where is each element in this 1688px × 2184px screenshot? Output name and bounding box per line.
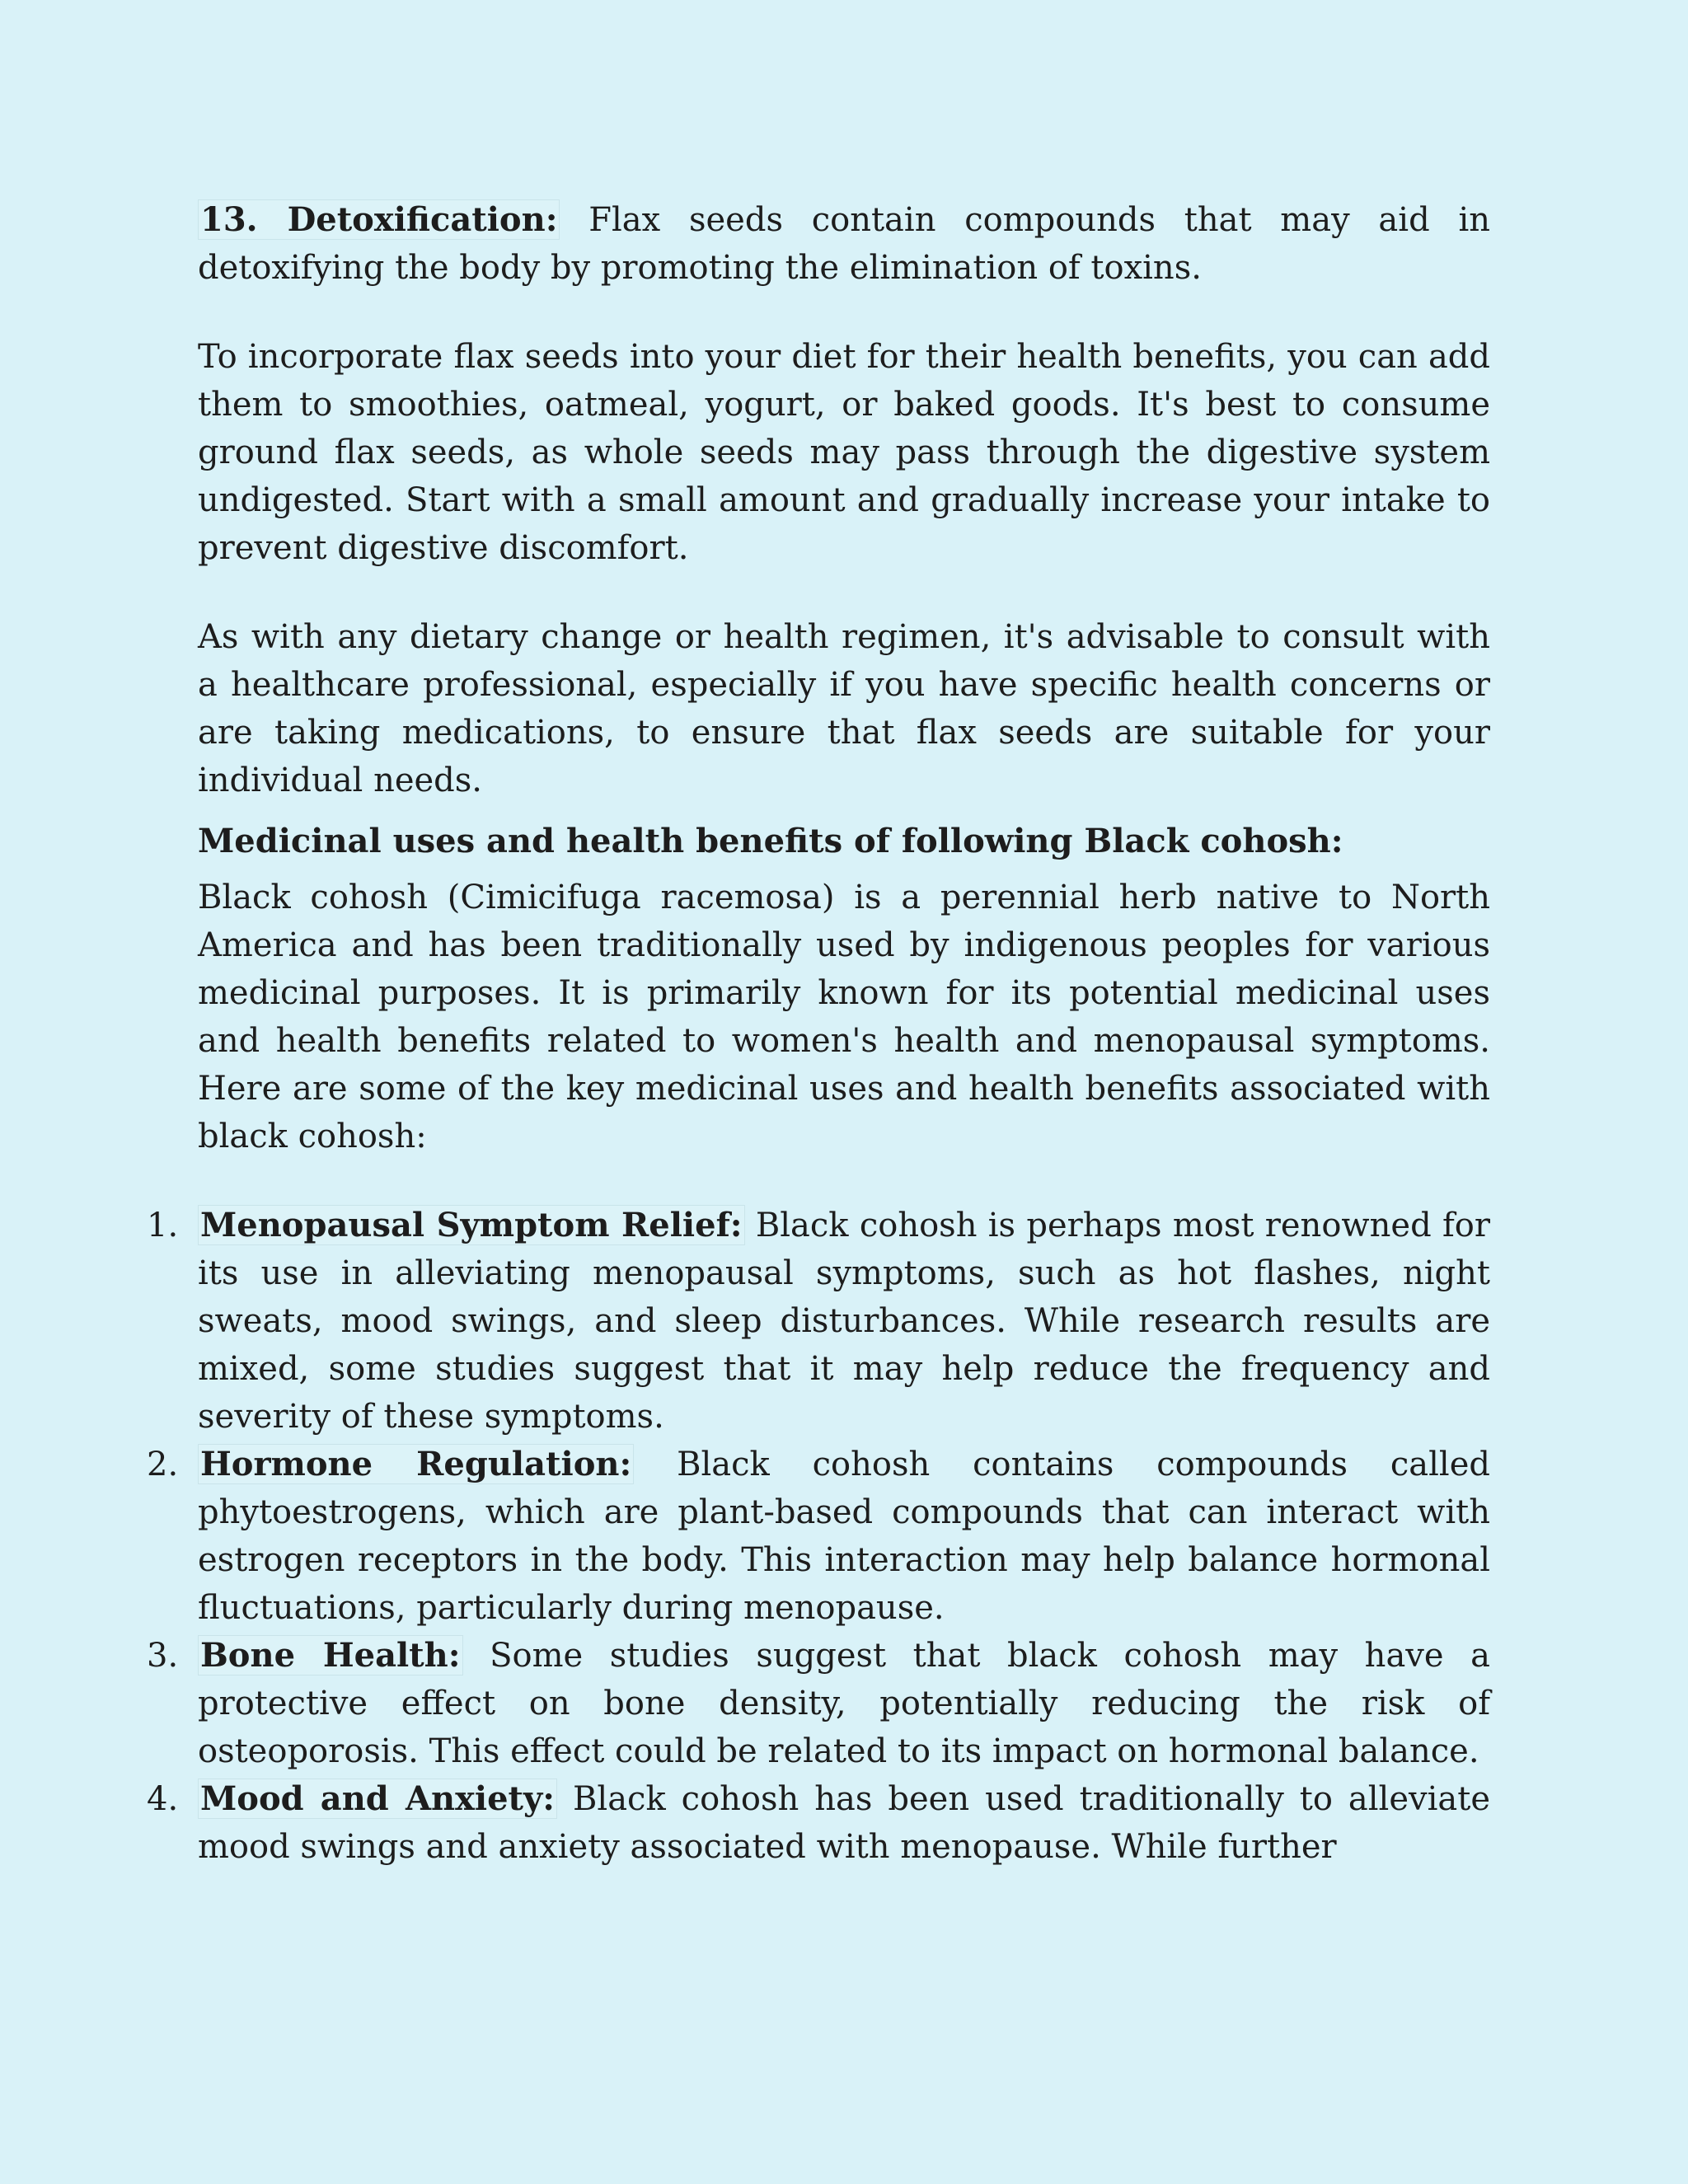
- list-item: [147, 1441, 1490, 1632]
- list-item-text: Black cohosh has been used traditionally to alleviate mood swings and anxiety associated with menopause. While further: [198, 1780, 1490, 1866]
- document-page: [147, 196, 1491, 1871]
- cohosh-heading: Medicinal uses and health benefits of following Black cohosh:: [198, 822, 1343, 860]
- item-13-label: 13. Detoxification:: [198, 199, 560, 240]
- cohosh-intro-paragraph: Black cohosh (Cimicifuga racemosa) is a perennial herb native to North America and has been traditionally used by indigenous peoples for various medicinal purposes. It is primarily known for its potential medicinal uses and health benefits related to women's health and menopausal symptoms. Here are some of the key medicinal uses and health benefits associated with black cohosh:: [198, 879, 1490, 1155]
- cohosh-benefits-list: [147, 1202, 1490, 1871]
- list-item-number: 2.: [147, 1446, 179, 1483]
- flax-advice-paragraph: As with any dietary change or health regimen, it's advisable to consult with a healthcare professional, especially if you have specific health concerns or are taking medications, to ensure that flax seeds are suitable for your individual needs.: [198, 618, 1490, 799]
- flax-item-13: [198, 196, 1490, 292]
- list-item-number: 4.: [147, 1780, 179, 1818]
- item-13-text: Flax seeds contain compounds that may aid in detoxifying the body by promoting the elimination of toxins.: [198, 201, 1491, 287]
- list-item-label: Menopausal Symptom Relief:: [198, 1205, 745, 1245]
- list-item-number: 1.: [147, 1207, 179, 1244]
- list-item-label: Hormone Regulation:: [198, 1444, 634, 1484]
- flax-incorporate-paragraph: To incorporate flax seeds into your diet for their health benefits, you can add them to smoothies, oatmeal, yogurt, or baked goods. It's best to consume ground flax seeds, as whole seeds may pass through the digestive system undigested. Start with a small amount and gradually increase your intake to prevent digestive discomfort.: [198, 338, 1490, 567]
- list-item: [147, 1202, 1490, 1441]
- list-item-text: Black cohosh is perhaps most renowned for its use in alleviating menopausal symptoms, such as hot flashes, night sweats, mood swings, and sleep disturbances. While research results are mixed, some studies suggest that it may help reduce the frequency and severity of these symptoms.: [198, 1207, 1490, 1436]
- list-item: [147, 1632, 1490, 1775]
- list-item-label: Bone Health:: [198, 1635, 463, 1675]
- list-item-label: Mood and Anxiety:: [198, 1779, 557, 1819]
- list-item-text: Black cohosh contains compounds called phytoestrogens, which are plant-based compounds that can interact with estrogen receptors in the body. This interaction may help balance hormonal fluctuations, particularly during menopause.: [198, 1446, 1490, 1627]
- list-item-text: Some studies suggest that black cohosh may have a protective effect on bone density, potentially reducing the risk of osteoporosis. This effect could be related to its impact on hormonal balance.: [198, 1637, 1490, 1770]
- list-item: [147, 1775, 1490, 1871]
- list-item-number: 3.: [147, 1637, 179, 1675]
